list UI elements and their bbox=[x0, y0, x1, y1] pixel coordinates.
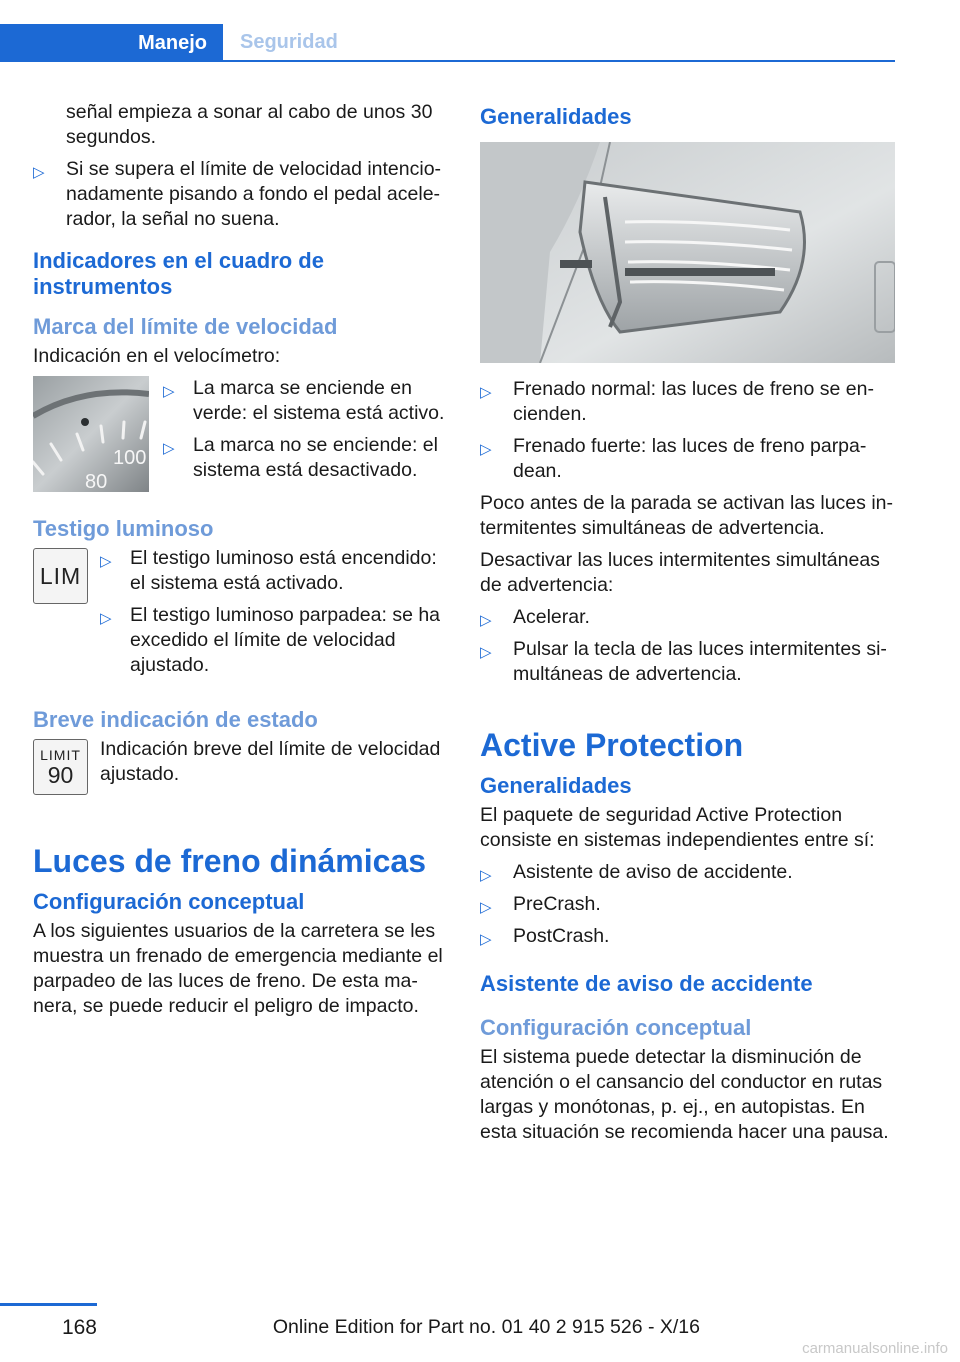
limit-90-icon: LIMIT 90 bbox=[33, 739, 88, 795]
list-item: ▷ PostCrash. bbox=[480, 924, 896, 949]
footer-rule bbox=[0, 1303, 97, 1306]
triangle-bullet-icon: ▷ bbox=[480, 441, 492, 458]
list-item: ▷ El testigo luminoso parpadea: se ha excedido el límite de velocidad ajustado. bbox=[100, 604, 441, 676]
para-poco-antes: Poco antes de la parada se activan las luces intermitentes simultáneas de advertencia. bbox=[480, 492, 894, 539]
triangle-bullet-icon: ▷ bbox=[480, 612, 492, 629]
triangle-bullet-icon: ▷ bbox=[480, 867, 492, 884]
taillight-image bbox=[480, 142, 895, 363]
triangle-bullet-icon: ▷ bbox=[163, 440, 175, 457]
triangle-bullet-icon: ▷ bbox=[480, 644, 492, 661]
heading-luces-freno: Luces de freno dinámicas bbox=[33, 843, 427, 879]
desactivar-bullets bbox=[480, 605, 896, 687]
heading-generalidades: Generalidades bbox=[480, 104, 632, 129]
triangle-bullet-icon: ▷ bbox=[100, 610, 112, 627]
heading-asistente: Asistente de aviso de accidente bbox=[480, 971, 813, 996]
freno-bullets bbox=[480, 377, 896, 484]
triangle-bullet-icon: ▷ bbox=[480, 899, 492, 916]
para-sistema: El sistema puede detectar la disminución de atención o el cansancio del conductor en rutas largas y monótonas, p. ej., en autopistas. En esta situación se recomienda hacer una pausa. bbox=[480, 1046, 889, 1143]
speedometer-icon bbox=[33, 376, 149, 492]
continued-paragraph: señal empieza a sonar al cabo de unos 30 segundos. bbox=[66, 101, 433, 148]
page-number: 168 bbox=[61, 1316, 97, 1339]
left-column bbox=[33, 100, 448, 1026]
edition-text: Online Edition for Part no. 01 40 2 915 526 - X/16 bbox=[272, 1316, 700, 1338]
tab-manejo[interactable]: Manejo bbox=[0, 24, 223, 62]
list-item: ▷ Frenado normal: las luces de freno se encienden. bbox=[480, 378, 874, 425]
heading-configuracion: Configuración conceptual bbox=[33, 889, 305, 914]
heading-generalidades-2: Generalidades bbox=[480, 773, 632, 798]
testigo-bullets bbox=[100, 546, 448, 678]
testigo-figure-row bbox=[33, 546, 448, 685]
heading-indicadores: Indicadores en el cuadro de instrumentos bbox=[33, 248, 324, 299]
triangle-bullet-icon: ▷ bbox=[163, 383, 175, 400]
breve-figure-row bbox=[33, 737, 448, 795]
speedometer-image bbox=[33, 376, 149, 492]
speedo-label-100: 100 bbox=[113, 447, 147, 469]
para-desactivar: Desactivar las luces intermitentes simultáneas de advertencia: bbox=[480, 549, 880, 596]
tab-seguridad[interactable]: Seguridad bbox=[240, 30, 338, 53]
paquete-bullets bbox=[480, 860, 896, 949]
heading-active-protection: Active Protection bbox=[480, 727, 744, 763]
config-paragraph: A los siguientes usuarios de la carretera se les muestra un frenado de emergencia mediante el parpadeo de las luces de freno. De esta manera, se puede reducir el peligro de impacto. bbox=[33, 920, 443, 1017]
list-item: ▷ Pulsar la tecla de las luces intermitentes simultáneas de advertencia. bbox=[480, 638, 887, 685]
watermark: carmanualsonline.info bbox=[802, 1340, 948, 1357]
triangle-bullet-icon: ▷ bbox=[33, 164, 45, 181]
para-paquete: El paquete de seguridad Active Protection consiste en sistemas independientes entre sí: bbox=[480, 804, 875, 851]
triangle-bullet-icon: ▷ bbox=[480, 384, 492, 401]
triangle-bullet-icon: ▷ bbox=[100, 553, 112, 570]
marca-figure-row bbox=[33, 376, 448, 492]
lim-indicator-icon: LIM bbox=[33, 548, 88, 604]
list-item: ▷ Acelerar. bbox=[480, 605, 896, 630]
list-item: ▷ Frenado fuerte: las luces de freno parpadean. bbox=[480, 435, 867, 482]
page-header bbox=[0, 24, 895, 62]
marca-intro: Indicación en el velocímetro: bbox=[33, 345, 281, 367]
breve-text: Indicación breve del límite de velocidad ajustado. bbox=[100, 738, 441, 785]
triangle-bullet-icon: ▷ bbox=[480, 931, 492, 948]
marca-bullets bbox=[163, 376, 448, 483]
taillight-icon bbox=[480, 142, 895, 363]
list-item: ▷ La marca se enciende en verde: el sistema está activo. bbox=[163, 377, 445, 424]
heading-breve: Breve indicación de estado bbox=[33, 707, 318, 732]
list-item: ▷ El testigo luminoso está encendido: el sistema está activado. bbox=[100, 547, 437, 594]
right-column bbox=[480, 100, 896, 1152]
heading-configuracion-2: Configuración conceptual bbox=[480, 1015, 752, 1040]
heading-testigo: Testigo luminoso bbox=[33, 516, 214, 541]
speedo-label-80: 80 bbox=[85, 471, 108, 492]
continued-bullets bbox=[33, 157, 448, 232]
heading-marca: Marca del límite de velocidad bbox=[33, 314, 338, 339]
list-item: ▷ Asistente de aviso de accidente. bbox=[480, 860, 896, 885]
list-item: ▷ La marca no se enciende: el sistema está desactivado. bbox=[163, 434, 438, 481]
list-item: ▷ PreCrash. bbox=[480, 892, 896, 917]
list-item: ▷ Si se supera el límite de velocidad intencionadamente pisando a fondo el pedal acelerador, la señal no suena. bbox=[33, 158, 442, 230]
